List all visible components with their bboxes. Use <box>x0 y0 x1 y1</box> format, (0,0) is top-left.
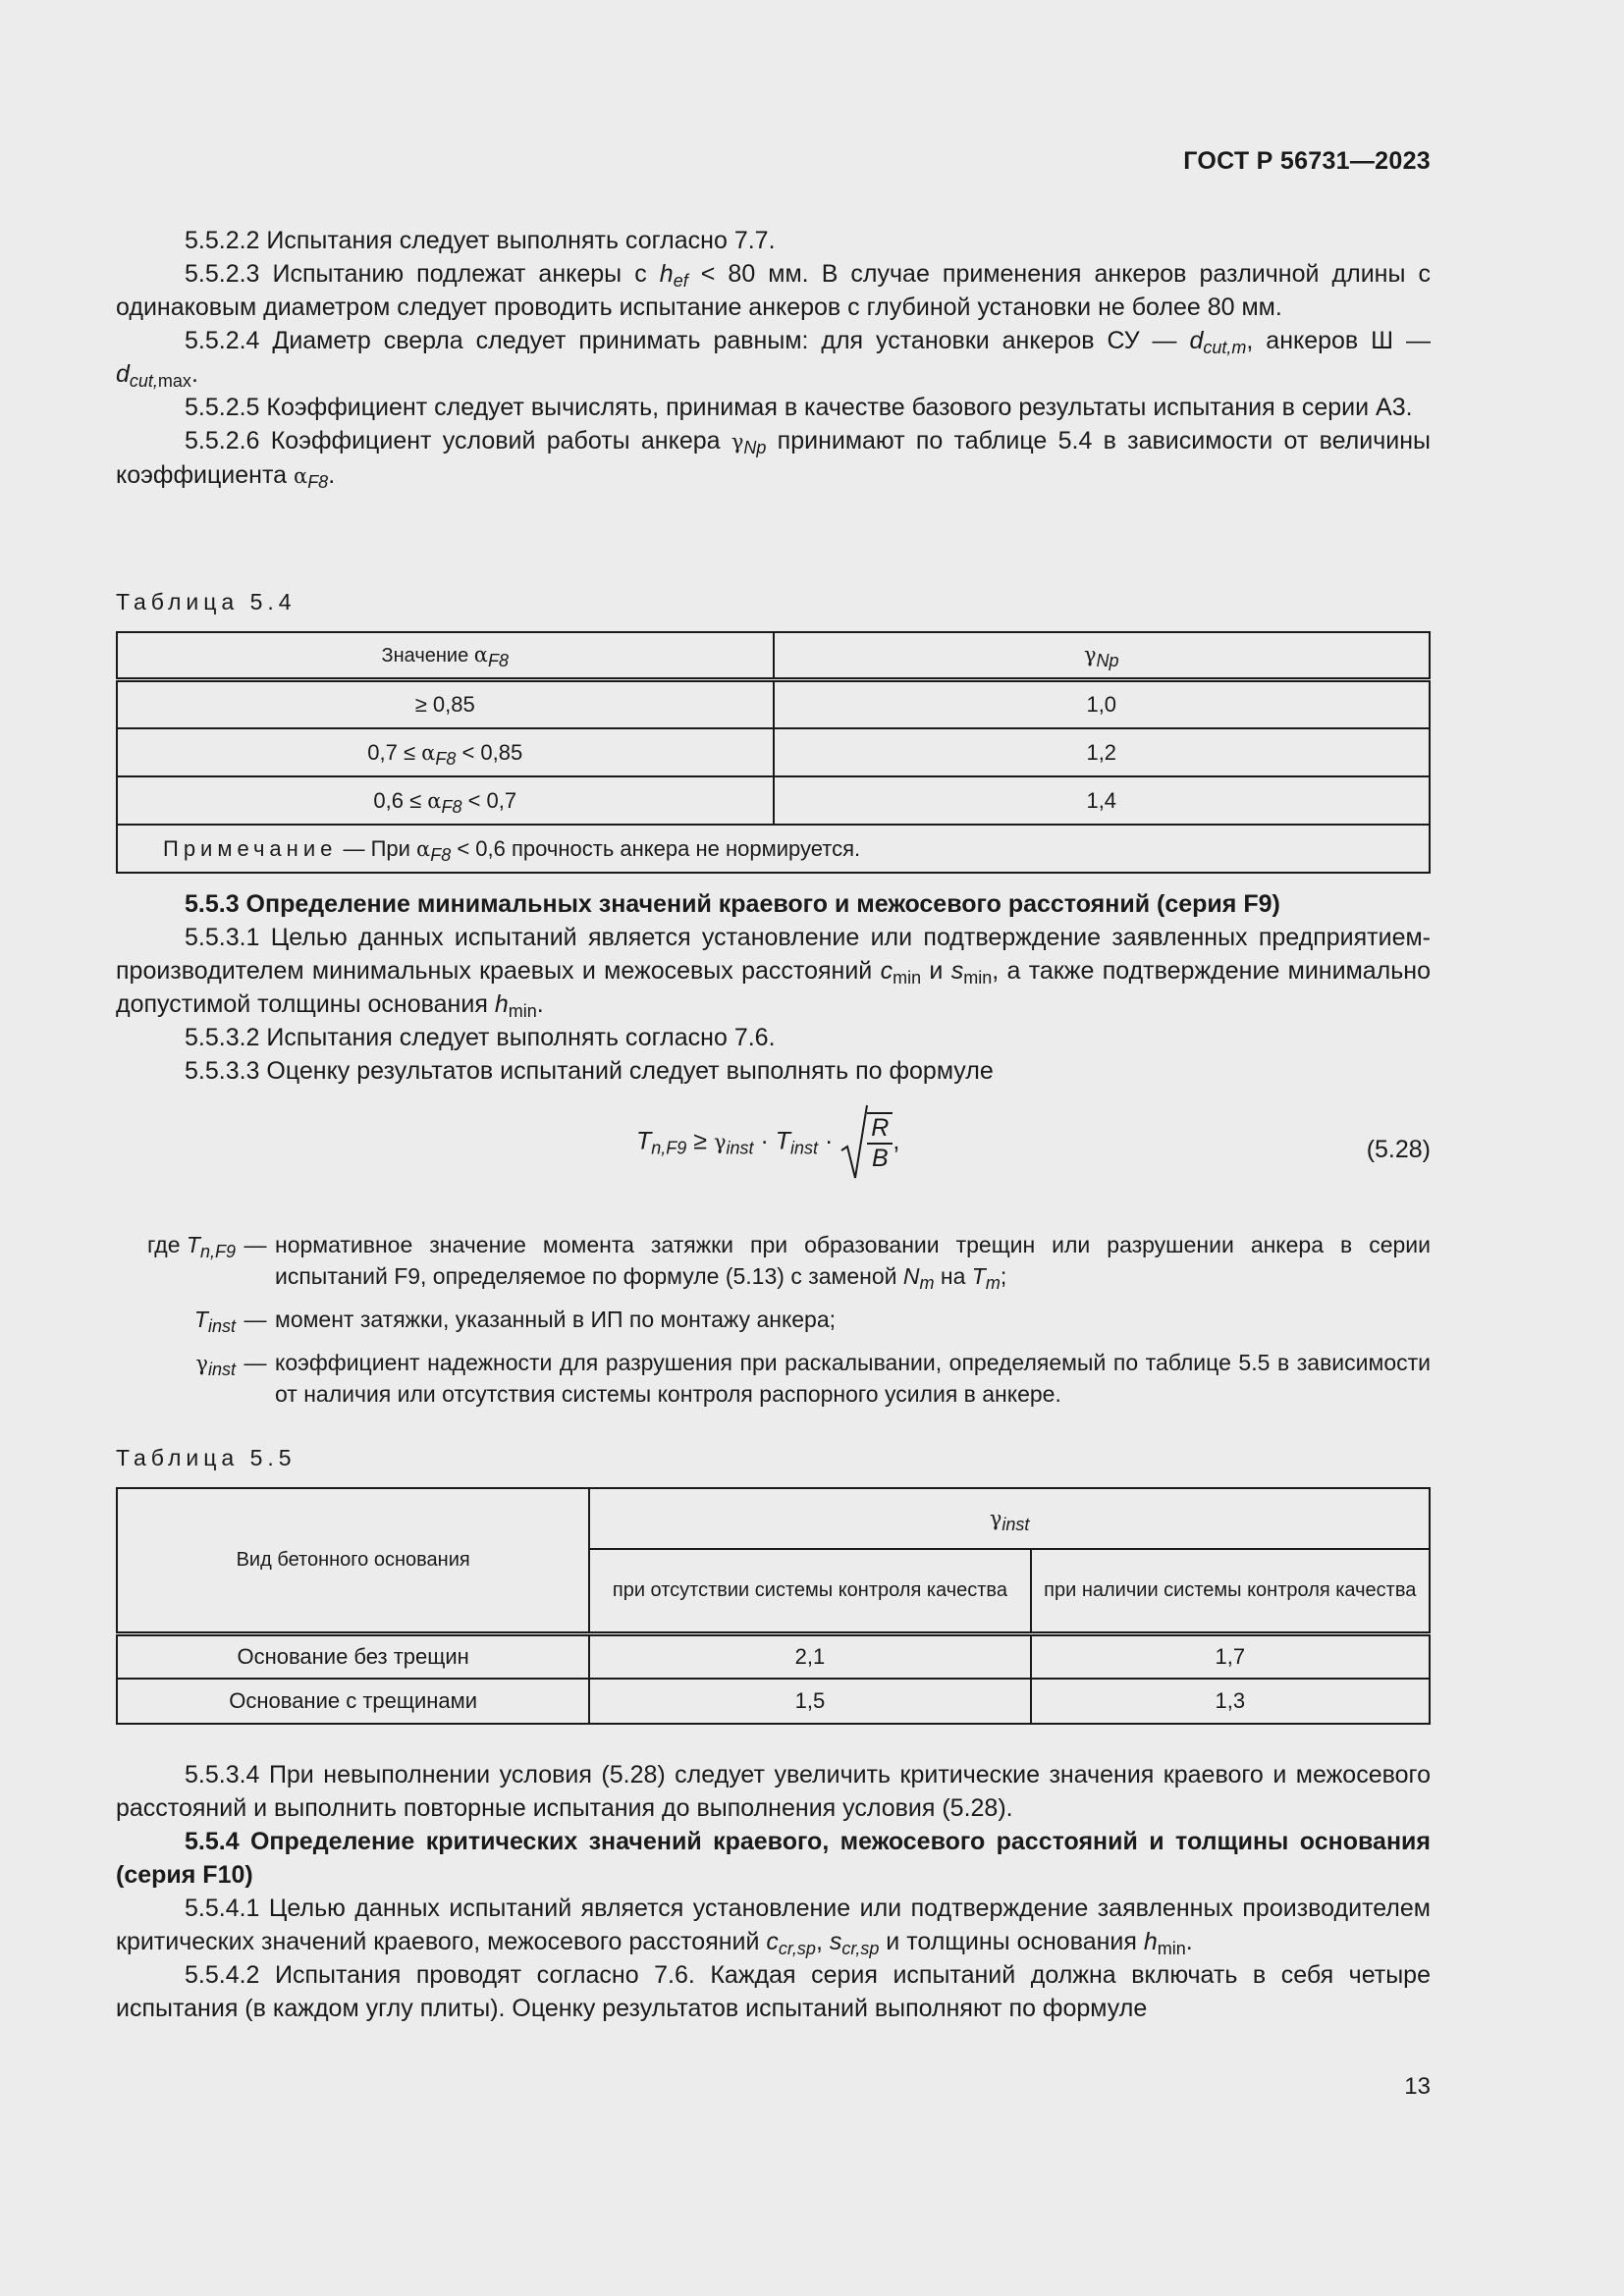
table-5-5-header-without-control: при отсутствии системы контроля качества <box>589 1549 1030 1633</box>
paragraph-5-5-3-2: 5.5.3.2 Испытания следует выполнять согласно 7.6. <box>185 1024 776 1051</box>
table-5-4-cell-alpha: ≥ 0,85 <box>117 679 774 728</box>
paragraph-5-5-2-3: 5.5.2.3 Испытанию подлежат анкеры с $h_{ef} < 80$ мм. В случае применения анкеров различной длины с одинаковым диаметром следует проводить испытание анкеров с глубиной установки не более 80 мм. <box>116 260 1431 321</box>
paragraph-5-5-2-5: 5.5.2.5 Коэффициент следует вычислять, принимая в качестве базового результаты испытания в серии А3. <box>185 394 1413 421</box>
table-5-4 <box>116 631 1431 874</box>
table-5-5-header-base: Вид бетонного основания <box>117 1488 589 1633</box>
paragraph-5-5-3-3: 5.5.3.3 Оценку результатов испытаний следует выполнять по формуле <box>185 1057 994 1085</box>
paragraph-5-5-4-1: 5.5.4.1 Целью данных испытаний является установление или подтверждение заявленных производителем критических значений краевого, межосевого расстояний $c_{cr,sp}$, $s_{cr,sp}$ и толщины основания $h_{min}$. <box>116 1895 1431 1958</box>
table-5-5-cell-name: Основание без трещин <box>117 1633 589 1679</box>
page-number: 13 <box>1404 2073 1431 2100</box>
paragraph-5-5-4-2: 5.5.4.2 Испытания проводят согласно 7.6. Каждая серия испытаний должна включать в себя четыре испытания (в каждом углу плиты). Оценку результатов испытаний выполняют по формуле <box>116 1961 1431 2022</box>
section-5-5-3-heading: 5.5.3 Определение минимальных значений краевого и межосевого расстояний (серия F9) <box>185 890 1280 918</box>
paragraph-5-5-2-4: 5.5.2.4 Диаметр сверла следует принимать равным: для установки анкеров СУ — $d_{cut,m}$, анкеров Ш — $d_{cut,max}$. <box>116 327 1431 391</box>
document-id-header: ГОСТ Р 56731—2023 <box>1183 147 1431 175</box>
table-5-4-caption: Таблица 5.4 <box>116 589 297 614</box>
where-block <box>116 1229 1431 1421</box>
paragraph-5-5-2-2: 5.5.2.2 Испытания следует выполнять согласно 7.7. <box>185 227 776 254</box>
table-row <box>117 679 1430 728</box>
paragraph-5-5-3-4: 5.5.3.4 При невыполнении условия (5.28) следует увеличить критические значения краевого и межосевого расстояний и выполнить повторные испытания до выполнения условия (5.28). <box>116 1761 1431 1822</box>
table-row <box>117 1679 1430 1724</box>
table-5-5-cell-value: 1,3 <box>1031 1679 1430 1724</box>
table-5-5-caption: Таблица 5.5 <box>116 1445 297 1470</box>
table-5-5 <box>116 1487 1431 1725</box>
square-root-icon <box>839 1103 869 1182</box>
table-5-4-cell-alpha: $0,6 \le \alpha_{F8} < 0,7$ <box>117 776 774 825</box>
table-5-5-cell-value: 1,5 <box>589 1679 1030 1724</box>
table-5-4-cell-gamma: 1,0 <box>774 679 1431 728</box>
section-5-5-4-heading: 5.5.4 Определение критических значений краевого, межосевого расстояний и толщины основания (серия F10) <box>116 1828 1431 1889</box>
where-item: $T_{inst}$ — момент затяжки, указанный в ИП по монтажу анкера; <box>193 1307 837 1336</box>
table-row <box>117 728 1430 776</box>
paragraph-5-5-3-1: 5.5.3.1 Целью данных испытаний является установление или подтверждение заявленных предприятием-производителем минимальных краевых и межосевых расстояний $c_{min}$ и $s_{min}$, а также подтверждение минимально допустимой толщины основания $h_{min}$. <box>116 924 1431 1021</box>
table-5-5-header-gamma: $\gamma_{inst}$ <box>589 1488 1430 1549</box>
formula-5-28: $T_{n,F9} \ge \gamma_{inst} \cdot T_{inst}$ · $\frac{R}{B}$ , <box>636 1103 899 1182</box>
fraction: $\frac{R}{B}$ <box>867 1112 893 1173</box>
table-5-5-cell-value: 2,1 <box>589 1633 1030 1679</box>
formula-number: (5.28) <box>1366 1136 1431 1163</box>
table-5-4-cell-gamma: 1,2 <box>774 728 1431 776</box>
table-5-4-cell-alpha: $0,7 \le \alpha_{F8} < 0,85$ <box>117 728 774 776</box>
top-text-block <box>116 224 1431 493</box>
table-5-4-note: Примечание — При $\alpha_{F8} < 0,6$ прочность анкера не нормируется. <box>117 825 1430 873</box>
bottom-text-block <box>116 1758 1431 2025</box>
table-5-5-cell-name: Основание с трещинами <box>117 1679 589 1724</box>
where-item: где $T_{n,F9}$ — нормативное значение момента затяжки при образовании трещин или разрушении анкера в серии испытаний F9, определяемое по формуле (5.13) с заменой $N_m$ на $T_m$; <box>146 1232 1431 1293</box>
section-5-5-3 <box>116 887 1431 1088</box>
table-5-4-cell-gamma: 1,4 <box>774 776 1431 825</box>
table-5-5-cell-value: 1,7 <box>1031 1633 1430 1679</box>
table-row <box>117 1633 1430 1679</box>
where-item: $\gamma_{inst}$ — коэффициент надежности для разрушения при раскалывании, определяемый по таблице 5.5 в зависимости от наличия или отсутствия системы контроля распорного усилия в анкере. <box>195 1350 1431 1407</box>
table-5-4-header-alpha: Значение $\alpha_{F8}$ <box>117 632 774 679</box>
paragraph-5-5-2-6: 5.5.2.6 Коэффициент условий работы анкера $\gamma_{Np}$ принимают по таблице 5.4 в зависимости от величины коэффициента $\alpha_{F8}$. <box>116 427 1431 492</box>
table-5-5-header-with-control: при наличии системы контроля качества <box>1031 1549 1430 1633</box>
table-5-4-header-gamma: $\gamma_{Np}$ <box>774 632 1431 679</box>
table-row <box>117 776 1430 825</box>
